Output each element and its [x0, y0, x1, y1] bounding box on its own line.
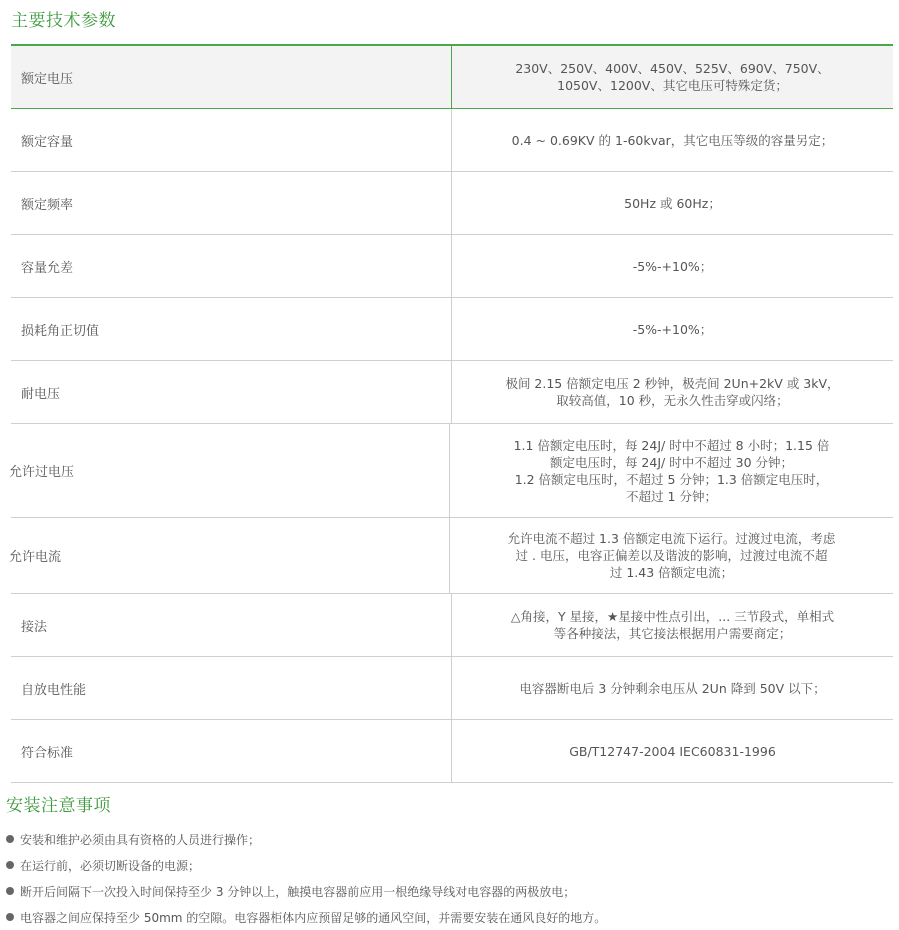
table-row	[11, 594, 893, 657]
spec-table	[11, 44, 893, 783]
spec-value: 电容器断电后 3 分钟剩余电压从 2Un 降到 50V 以下；	[519, 680, 826, 696]
table-row	[11, 518, 893, 594]
notes-title: 安装注意事项	[6, 796, 111, 816]
spec-value: 0.4 ~ 0.69KV 的 1-60kvar，其它电压等级的容量另定；	[511, 132, 834, 148]
spec-label: 耐电压	[11, 361, 452, 423]
spec-value: 允许电流不超过 1.3 倍额定电流下运行。过渡过电流，考虑 过 . 电压，电容正偏差以及谐波的影响，过渡过电流不超 过 1.43 倍额定电流；	[507, 531, 836, 580]
bullet-icon	[6, 835, 14, 843]
table-row	[11, 46, 893, 109]
table-row	[11, 235, 893, 298]
list-item	[6, 852, 886, 878]
spec-label: 允许电流	[9, 518, 450, 593]
table-row	[11, 657, 893, 720]
list-item	[6, 826, 886, 852]
notes-list	[6, 826, 886, 930]
table-row	[11, 361, 893, 424]
spec-label: 损耗角正切值	[11, 298, 452, 360]
spec-value: 极间 2.15 倍额定电压 2 秒钟，极壳间 2Un+2kV 或 3kV， 取较高值，10 秒，无永久性击穿或闪络；	[505, 376, 840, 408]
table-row	[11, 424, 893, 518]
note-text: 在运行前，必须切断设备的电源；	[20, 858, 201, 873]
spec-value: △角接，Y 星接，★星接中性点引出，... 三节段式，单相式 等各种接法，其它接法根据用户需要商定；	[510, 609, 835, 641]
table-row	[11, 298, 893, 361]
spec-label: 额定频率	[11, 172, 452, 234]
bullet-icon	[6, 861, 14, 869]
spec-label: 允许过电压	[9, 424, 450, 517]
bullet-icon	[6, 887, 14, 895]
table-row	[11, 720, 893, 783]
specs-title: 主要技术参数	[11, 11, 116, 31]
spec-value: -5%-+10%；	[632, 321, 713, 337]
list-item	[6, 878, 886, 904]
spec-value: 50Hz 或 60Hz；	[624, 195, 721, 211]
list-item	[6, 904, 886, 930]
spec-value: 230V、250V、400V、450V、525V、690V、750V、 1050V、1200V、其它电压可特殊定货；	[515, 61, 830, 93]
bullet-icon	[6, 913, 14, 921]
table-row	[11, 172, 893, 235]
spec-value: -5%-+10%；	[632, 258, 713, 274]
spec-label: 接法	[11, 594, 452, 656]
spec-label: 自放电性能	[11, 657, 452, 719]
spec-label: 额定电压	[11, 46, 452, 108]
spec-label: 额定容量	[11, 109, 452, 171]
table-row	[11, 109, 893, 172]
note-text: 断开后间隔下一次投入时间保持至少 3 分钟以上，触摸电容器前应用一根绝缘导线对电容器的两极放电；	[20, 884, 576, 899]
spec-value: 1.1 倍额定电压时，每 24J/ 时中不超过 8 小时；1.15 倍 额定电压时，每 24J/ 时中不超过 30 分钟； 1.2 倍额定电压时，不超过 5 分钟；1.3 倍额定电压时， 不超过 1 分钟；	[513, 437, 830, 504]
note-text: 电容器之间应保持至少 50mm 的空隙。电容器柜体内应预留足够的通风空间，并需要安装在通风良好的地方。	[20, 910, 607, 925]
spec-label: 容量允差	[11, 235, 452, 297]
note-text: 安装和维护必须由具有资格的人员进行操作；	[20, 832, 261, 847]
spec-value: GB/T12747-2004 IEC60831-1996	[569, 743, 776, 759]
spec-label: 符合标准	[11, 720, 452, 782]
